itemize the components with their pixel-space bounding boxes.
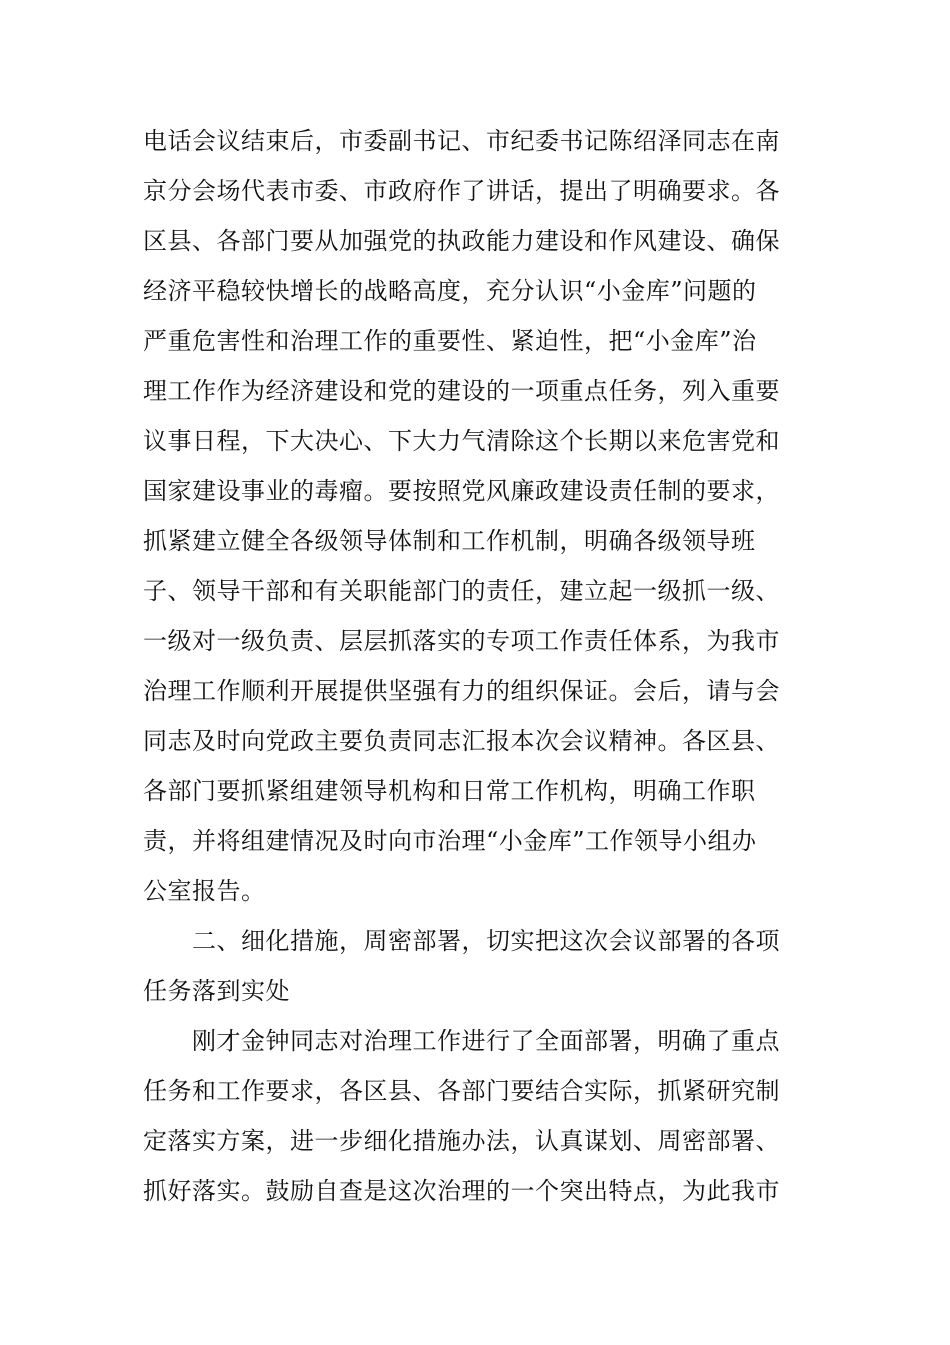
section-heading-continued: 任务落到实处 bbox=[143, 977, 290, 1005]
text-line: 同志及时向党政主要负责同志汇报本次会议精神。各区县、 bbox=[143, 727, 780, 755]
section-heading: 二、细化措施，周密部署，切实把这次会议部署的各项 bbox=[192, 927, 780, 955]
text-line: 任务和工作要求，各区县、各部门要结合实际，抓紧研究制 bbox=[143, 1077, 780, 1105]
text-line: 京分会场代表市委、市政府作了讲话，提出了明确要求。各 bbox=[143, 177, 780, 205]
text-line: 定落实方案，进一步细化措施办法，认真谋划、周密部署、 bbox=[143, 1127, 780, 1155]
text-line: 责，并将组建情况及时向市治理“小金库”工作领导小组办 bbox=[143, 827, 757, 855]
text-line: 严重危害性和治理工作的重要性、紧迫性，把“小金库”治 bbox=[143, 327, 757, 355]
text-line: 理工作作为经济建设和党的建设的一项重点任务，列入重要 bbox=[143, 377, 780, 405]
text-line: 刚才金钟同志对治理工作进行了全面部署，明确了重点 bbox=[192, 1027, 780, 1055]
text-line: 公室报告。 bbox=[143, 877, 266, 905]
text-line: 各部门要抓紧组建领导机构和日常工作机构，明确工作职 bbox=[143, 777, 756, 805]
text-line: 子、领导干部和有关职能部门的责任，建立起一级抓一级、 bbox=[143, 577, 780, 605]
text-line: 国家建设事业的毒瘤。要按照党风廉政建设责任制的要求， bbox=[143, 477, 780, 505]
text-line: 一级对一级负责、层层抓落实的专项工作责任体系，为我市 bbox=[143, 627, 780, 655]
text-line: 电话会议结束后，市委副书记、市纪委书记陈绍泽同志在南 bbox=[143, 127, 780, 155]
text-line: 经济平稳较快增长的战略高度，充分认识“小金库”问题的 bbox=[143, 277, 757, 305]
text-line: 区县、各部门要从加强党的执政能力建设和作风建设、确保 bbox=[143, 227, 780, 255]
text-line: 抓好落实。鼓励自查是这次治理的一个突出特点，为此我市 bbox=[143, 1177, 780, 1205]
text-line: 议事日程，下大决心、下大力气清除这个长期以来危害党和 bbox=[143, 427, 780, 455]
text-line: 抓紧建立健全各级领导体制和工作机制，明确各级领导班 bbox=[143, 527, 756, 555]
text-line: 治理工作顺利开展提供坚强有力的组织保证。会后，请与会 bbox=[143, 677, 780, 705]
